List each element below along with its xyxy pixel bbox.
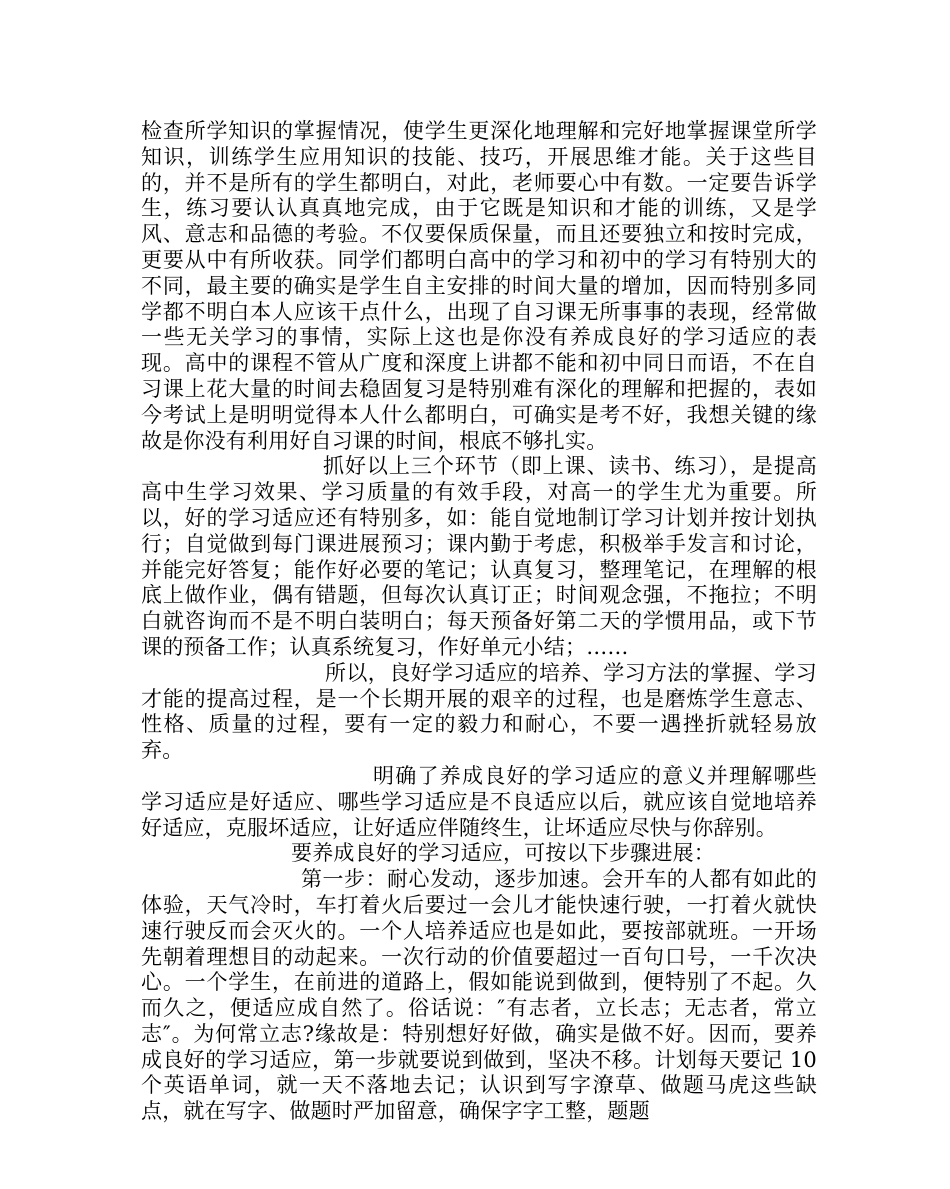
paragraph-practice-and-self-study: 检查所学知识的掌握情况，使学生更深化地理解和完好地掌握课堂所学知识，训练学生应用知识的技能、技巧，开展思维才能。关于这些目的，并不是所有的学生都明白，对此，老师要心中有数。一定要告诉学生，练习要认认真真地完成，由于它既是知识和才能的训练，又是学风、意志和品德的考验。不仅要保质保量，而且还要独立和按时完成，更要从中有所收获。同学们都明白高中的学习和初中的学习有特别大的不同，最主要的确实是学生自主安排的时间大量的增加，因而特别多同学都不明白本人应该干点什么，出现了自习课无所事事的表现，经常做一些无关学习的事情，实际上这也是你没有养成良好的学习适应的表现。高中的课程不管从广度和深度上讲都不能和初中同日而语，不在自习课上花大量的时间去稳固复习是特别难有深化的理解和把握的，表如今考试上是明明觉得本人什么都明白，可确实是考不好，我想关键的缘故是你没有利用好自习课的时间，根底不够扎实。 <box>141 119 817 453</box>
paragraph-cultivate-good-habits: 明确了养成良好的学习适应的意义并理解哪些学习适应是好适应、哪些学习适应是不良适应以后，就应该自觉地培养好适应，克服坏适应，让好适应伴随终生，让坏适应尽快与你辞别。 <box>141 763 817 840</box>
paragraph-long-process: 所以，良好学习适应的培养、学习方法的掌握、学习才能的提高过程，是一个长期开展的艰辛的过程，也是磨炼学生意志、性格、质量的过程，要有一定的毅力和耐心，不要一遇挫折就轻易放弃。 <box>141 660 817 763</box>
paragraph-steps-intro: 要养成良好的学习适应，可按以下步骤进展： <box>291 841 715 866</box>
paragraph-three-links: 抓好以上三个环节（即上课、读书、练习），是提高高中生学习效果、学习质量的有效手段，对高一的学生尤为重要。所以，好的学习适应还有特别多，如：能自觉地制订学习计划并按计划执行；自觉做到每门课进展预习；课内勤于考虑，积极举手发言和讨论，并能完好答复；能作好必要的笔记；认真复习，整理笔记，在理解的根底上做作业，偶有错题，但每次认真订正；时间观念强，不拖拉；不明白就咨询而不是不明白装明白；每天预备好第二天的学惯用品，或下节课的预备工作；认真系统复习，作好单元小结；…… <box>141 454 817 659</box>
document-body <box>141 119 817 1125</box>
paragraph-step-one: 第一步：耐心发动，逐步加速。会开车的人都有如此的体验，天气冷时，车打着火后要过一会儿才能快速行驶，一打着火就快速行驶反而会灭火的。一个人培养适应也是如此，要按部就班。一开场先朝着理想目的动起来。一次行动的价值要超过一百句口号，一千次决心。一个学生，在前进的道路上，假如能说到做到，便特别了不起。久而久之，便适应成自然了。俗话说：″有志者，立长志；无志者，常立志″。为何常立志?缘故是：特别想好好做，确实是做不好。因而，要养成良好的学习适应，第一步就要说到做到，坚决不移。计划每天要记 10 个英语单词，就一天不落地去记；认识到写字潦草、做题马虎这些缺点，就在写字、做题时严加留意，确保字字工整，题题 <box>141 867 817 1124</box>
